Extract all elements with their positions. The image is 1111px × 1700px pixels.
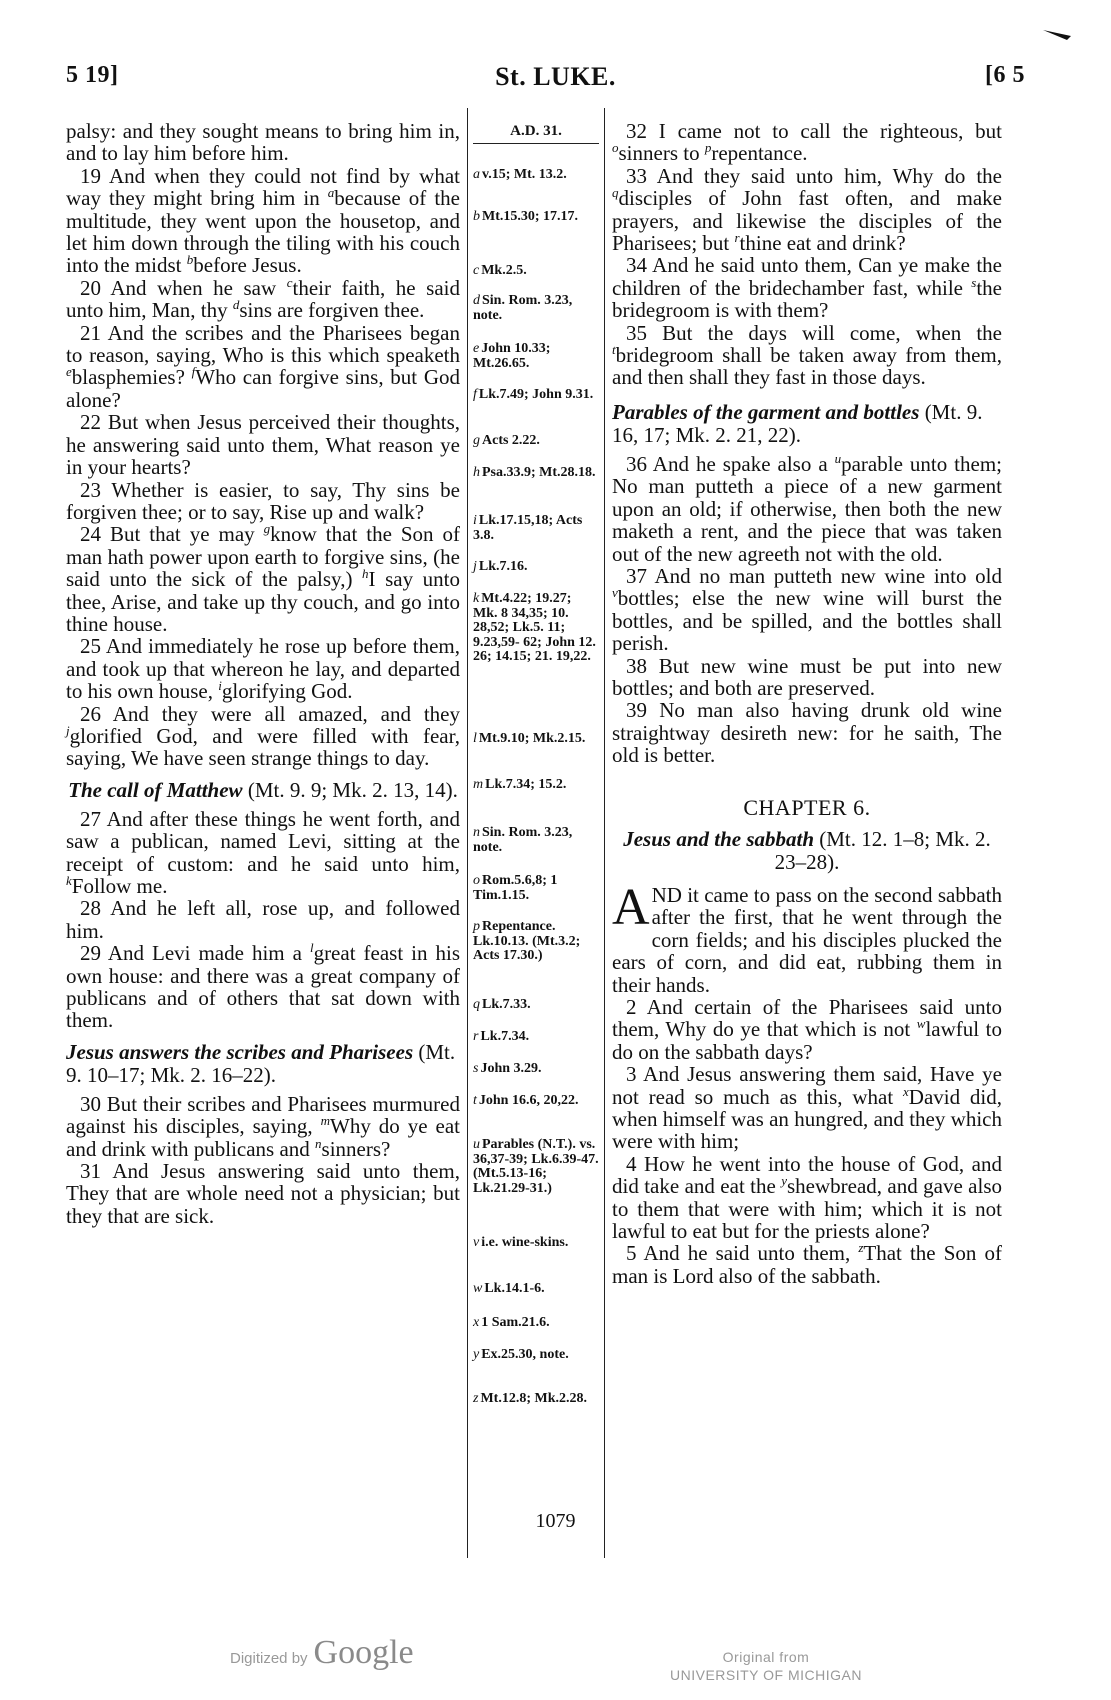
ref-key: q: [473, 997, 480, 1012]
ref-text: Lk.7.49; John 9.31.: [478, 387, 594, 402]
verse-text: And when they could not find by what way they might bring him in: [66, 163, 460, 211]
google-logo: Google: [313, 1634, 414, 1671]
verse-text: sins are forgiven thee.: [239, 298, 425, 323]
section-title: Jesus answers the scribes and Pharisees: [66, 1039, 414, 1064]
corner-mark-icon: [1043, 30, 1071, 40]
verse-2: [612, 996, 1002, 1063]
drop-cap: A: [612, 878, 650, 936]
ref-text: Sin. Rom. 3.23, note.: [473, 293, 573, 323]
verse-text: Why do ye eat and drink with publicans and: [66, 1114, 460, 1161]
verse-text: And after these things he went forth, and saw a publican, named Levi, sitting at the receipt of custom: and he said unto him,: [66, 806, 460, 876]
ref-text: John 10.33; Mt.26.65.: [473, 341, 551, 371]
header-reference-left: 5 19]: [66, 62, 119, 88]
verse-number: 2: [626, 995, 637, 1019]
section-heading-parables: [612, 401, 1002, 447]
margin-ref-d: [473, 294, 599, 323]
verse-text: And he said unto them,: [636, 1241, 859, 1266]
margin-ref-k: [473, 592, 599, 665]
section-heading-sabbath: [612, 828, 1002, 874]
ref-key: i: [473, 513, 477, 528]
verse-text: And Jesus answering them said, Have ye not read so much as this, what: [612, 1062, 1002, 1109]
cross-ref-marker: s: [971, 274, 977, 290]
section-title: Parables of the garment and bottles: [612, 399, 920, 424]
ref-key: h: [473, 465, 480, 480]
section-parallel-refs: (Mt. 9. 16, 17; Mk. 2. 21, 22).: [612, 399, 983, 447]
ref-text: Mt.4.22; 19.27; Mk. 8 34,35; 10. 28,52; Lk.5. 11; 9.23,59- 62; John 12. 26; 14.15; 21. 19,22.: [473, 591, 596, 664]
right-text-column: [612, 120, 1002, 1287]
verse-text: sinners?: [321, 1136, 391, 1161]
margin-ref-i: [473, 514, 599, 543]
verse-text: great feast in his own house: and there was a great company of publicans and of others that sat down with them.: [66, 941, 460, 1033]
verse-37: [612, 565, 1002, 655]
ref-key: y: [473, 1347, 480, 1362]
verse-text: Who can forgive sins, but God alone?: [66, 365, 461, 412]
margin-ref-a: [473, 168, 599, 183]
cross-ref-marker: o: [612, 140, 619, 156]
verse-number: 26: [80, 701, 101, 726]
margin-ref-y: [473, 1348, 599, 1363]
section-parallel-refs: (Mt. 9. 10–17; Mk. 2. 16–22).: [66, 1039, 456, 1087]
verse-number: 27: [80, 806, 101, 831]
margin-ref-b: [473, 210, 599, 225]
cross-ref-marker: y: [781, 1173, 787, 1189]
verse-number: 3: [626, 1062, 637, 1087]
ref-key: v: [473, 1235, 480, 1250]
verse-text: But their scribes and Pharisees murmured against his disciples, saying,: [66, 1091, 460, 1139]
section-title: Jesus and the sabbath: [623, 826, 815, 851]
cross-ref-marker: c: [286, 274, 293, 290]
verse-text: That the Son of man is Lord also of the sabbath.: [612, 1241, 1002, 1288]
ref-key: p: [473, 919, 480, 934]
verse-22: [66, 411, 460, 478]
verse-text: And immediately he rose up before them, and took up that whereon he lay, and departed to his own house,: [66, 634, 460, 704]
cross-ref-marker: n: [315, 1135, 322, 1151]
ref-key: g: [473, 433, 480, 448]
verse-number: 28: [80, 896, 101, 921]
verse-text: sinners to: [618, 141, 705, 166]
ref-text: Lk.14.1-6.: [484, 1281, 545, 1296]
ref-text: Lk.7.33.: [482, 997, 531, 1012]
verse-text: disciples of John fast often, and make prayers, and likewise the disciples of the Pharisees; but: [612, 186, 1002, 256]
verse-text: But the days will come, when the: [647, 320, 1002, 345]
verse-text: their faith, he said unto him, Man, thy: [66, 275, 460, 323]
verse-text: because of the multitude, they went upon the housetop, and let him down through the tiling with his couch into the midst: [66, 186, 460, 278]
margin-ref-v: [473, 1236, 599, 1251]
ref-text: Acts 2.22.: [482, 433, 540, 448]
margin-ref-s: [473, 1062, 599, 1077]
verse-number: 19: [80, 163, 101, 188]
verse-number: 30: [80, 1091, 101, 1116]
ref-key: k: [473, 591, 480, 606]
verse-text: bridegroom shall be taken away from them, and then shall they fast in those days.: [612, 343, 1002, 390]
verse-number: 34: [626, 253, 647, 278]
digitized-label: Digitized by: [230, 1650, 308, 1667]
margin-ref-w: [473, 1282, 599, 1297]
verse-text: And Levi made him a: [101, 941, 310, 966]
verse-text: But new wine must be put into new bottles; and both are preserved.: [612, 653, 1002, 700]
verse-number: 23: [80, 477, 101, 502]
verse-text: And when he saw: [101, 275, 287, 300]
verse-text: David did, when himself was an hungred, and they which were with him;: [612, 1084, 1003, 1154]
source-institution: UNIVERSITY OF MICHIGAN: [670, 1667, 862, 1683]
margin-ref-e: [473, 342, 599, 371]
verse-3: [612, 1063, 1002, 1153]
ref-key: r: [473, 1029, 479, 1044]
cross-ref-marker: i: [218, 678, 222, 694]
verse-number: 22: [80, 410, 101, 435]
cross-ref-marker: x: [903, 1083, 909, 1099]
cross-ref-marker: m: [320, 1113, 331, 1129]
verse-text: the bridegroom is with them?: [612, 275, 1002, 323]
verse-text: But that ye may: [101, 522, 264, 547]
verse-text: glorifying God.: [221, 679, 353, 704]
ref-text: Repentance. Lk.10.13. (Mt.3.2; Acts 17.30.): [473, 919, 581, 963]
ref-text: Mt.15.30; 17.17.: [482, 209, 579, 224]
cross-ref-marker: j: [66, 722, 70, 738]
cross-ref-marker: k: [66, 873, 72, 888]
verse-23: [66, 479, 460, 524]
margin-ref-t: [473, 1094, 599, 1109]
ref-key: o: [473, 873, 480, 888]
cross-ref-marker: f: [191, 364, 196, 380]
margin-ref-x: [473, 1316, 599, 1331]
margin-ref-f: [473, 388, 599, 403]
ref-text: Lk.7.34; 15.2.: [485, 777, 567, 792]
verse-text: parable unto them; No man putteth a piece of a new garment upon an old; if otherwise, then both the new maketh a rent, and the piece that was taken out of the new agreeth not with the old.: [612, 451, 1002, 566]
ref-key: w: [473, 1281, 483, 1296]
ref-key: z: [473, 1391, 479, 1406]
ref-text: Lk.7.16.: [478, 559, 528, 574]
margin-ref-u: [473, 1138, 599, 1196]
margin-year: A.D. 31.: [473, 124, 599, 144]
verse-33: [612, 165, 1002, 255]
verse-text: No man also having drunk old wine straightway desireth new: for he saith, The old is better.: [612, 698, 1002, 768]
cross-ref-marker: e: [66, 364, 72, 380]
cross-ref-marker: l: [309, 940, 314, 956]
ref-text: Rom.5.6,8; 1 Tim.1.15.: [473, 873, 558, 903]
cross-ref-marker: q: [612, 185, 619, 201]
ref-text: Mt.9.10; Mk.2.15.: [478, 731, 586, 746]
ref-key: l: [473, 731, 477, 746]
verse-text: repentance.: [711, 141, 808, 166]
verse-text: bottles; else the new wine will burst the bottles, and be spilled, and the bottles shall perish.: [612, 586, 1002, 656]
verse-24: [66, 523, 460, 635]
section-parallel-refs: (Mt. 12. 1–8; Mk. 2. 23–28).: [774, 826, 991, 874]
cross-ref-marker: p: [704, 140, 712, 156]
cross-ref-marker: t: [612, 342, 616, 358]
ref-key: x: [473, 1315, 480, 1330]
verse-5: [612, 1242, 1002, 1287]
verse-number: 36: [626, 451, 647, 476]
margin-ref-l: [473, 732, 599, 747]
verse-4: [612, 1153, 1002, 1243]
verse-number: 20: [80, 275, 101, 300]
ref-key: n: [473, 825, 480, 840]
verse-number: 4: [626, 1151, 637, 1176]
verse-number: 5: [626, 1241, 637, 1266]
ref-text: Psa.33.9; Mt.28.18.: [482, 465, 596, 480]
margin-ref-p: [473, 920, 599, 964]
verse-text: How he went into the house of God, and did take and eat the: [612, 1151, 1002, 1199]
cross-ref-marker: z: [858, 1240, 864, 1256]
margin-ref-m: [473, 778, 599, 793]
ref-text: i.e. wine-skins.: [481, 1235, 569, 1250]
ref-key: s: [473, 1061, 479, 1076]
verse-text: know that the Son of man hath power upon earth to forgive sins, (he said unto the sick of the palsy,): [66, 522, 461, 592]
ref-text: John 3.29.: [480, 1061, 542, 1076]
verse-text: And Jesus answering said unto them, They that are whole need not a physician; but they that are sick.: [66, 1159, 460, 1228]
ref-text: Mt.12.8; Mk.2.28.: [480, 1391, 587, 1406]
header-book-title: St. LUKE.: [495, 62, 616, 91]
verse-19: [66, 165, 460, 277]
section-heading-call-of-matthew: [66, 779, 460, 802]
ref-text: Mk.2.5.: [481, 263, 527, 278]
column-divider-right: [604, 108, 605, 1558]
margin-ref-z: [473, 1392, 599, 1407]
margin-ref-q: [473, 998, 599, 1013]
ref-key: f: [473, 387, 477, 402]
verse-number: 37: [626, 563, 647, 588]
verse-number: 33: [626, 163, 647, 188]
section-parallel-refs: (Mt. 9. 9; Mk. 2. 13, 14).: [242, 777, 458, 802]
ref-key: m: [473, 777, 484, 792]
original-source-watermark: [670, 1648, 862, 1684]
chapter-heading: CHAPTER 6.: [743, 794, 871, 820]
verse-text: ND it came to pass on the second sabbath after the first, that he went through the corn fields; and his disciples plucked the ears of corn, and did eat, rubbing them in their hands.: [612, 882, 1002, 997]
ref-key: j: [473, 559, 477, 574]
margin-ref-j: [473, 560, 599, 575]
cross-ref-marker: g: [263, 521, 271, 537]
verse-text: Follow me.: [71, 874, 168, 898]
verse-text: I came not to call the righteous, but: [647, 119, 1002, 143]
verse-18-end: [66, 120, 460, 165]
cross-ref-marker: a: [327, 185, 335, 201]
verse-31: [66, 1160, 460, 1227]
verse-38: [612, 655, 1002, 700]
verse-text: thine eat and drink?: [739, 231, 906, 256]
margin-ref-g: [473, 434, 599, 449]
ref-key: u: [473, 1137, 480, 1152]
verse-35: [612, 322, 1002, 389]
verse-text: palsy: and they sought means to bring him in, and to lay him before him.: [66, 119, 460, 166]
digitized-by-watermark: [230, 1634, 414, 1672]
ref-key: t: [473, 1093, 477, 1108]
left-text-column: [66, 120, 460, 1227]
ref-text: 1 Sam.21.6.: [481, 1315, 550, 1330]
margin-ref-h: [473, 466, 599, 481]
margin-ref-o: [473, 874, 599, 903]
ref-key: e: [473, 341, 480, 356]
ref-text: Ex.25.30, note.: [481, 1347, 569, 1362]
verse-text: before Jesus.: [193, 253, 302, 278]
verse-36: [612, 450, 1002, 566]
verse-number: 31: [80, 1159, 101, 1184]
ref-key: d: [473, 293, 480, 308]
margin-ref-c: [473, 264, 599, 279]
verse-text: And certain of the Pharisees said unto them, Why do ye that which is not: [612, 995, 1002, 1042]
cross-ref-marker: r: [734, 230, 740, 246]
cross-ref-marker: v: [612, 585, 618, 601]
verse-number: 35: [626, 320, 647, 345]
verse-29: [66, 942, 460, 1032]
cross-ref-marker: u: [834, 450, 842, 466]
verse-25: [66, 635, 460, 702]
margin-references: [473, 123, 599, 1406]
verse-1: [612, 878, 1002, 997]
cross-ref-marker: d: [232, 297, 240, 313]
header-reference-right: [6 5: [985, 62, 1025, 88]
verse-32: [612, 120, 1002, 165]
verse-text: And no man putteth new wine into old: [647, 563, 1002, 588]
ref-text: John 16.6, 20,22.: [478, 1093, 579, 1108]
cross-ref-marker: w: [916, 1016, 926, 1032]
section-heading-scribes-and-pharisees: [66, 1041, 460, 1087]
original-from-label: Original from: [722, 1649, 810, 1665]
verse-34: [612, 254, 1002, 321]
verse-28: [66, 897, 460, 942]
verse-text: And the scribes and the Pharisees began to reason, saying, Who is this which speaketh: [66, 320, 460, 368]
ref-key: a: [473, 167, 480, 182]
ref-text: v.15; Mt. 13.2.: [482, 167, 567, 182]
verse-number: 24: [80, 522, 101, 547]
verse-text: Whether is easier, to say, Thy sins be forgiven thee; or to say, Rise up and walk?: [66, 477, 460, 524]
verse-27: [66, 808, 460, 898]
page-number: 1079: [535, 1510, 576, 1532]
margin-ref-n: [473, 826, 599, 855]
ref-text: Sin. Rom. 3.23, note.: [473, 825, 573, 855]
verse-30: [66, 1093, 460, 1160]
verse-text: lawful to do on the sabbath days?: [612, 1017, 1002, 1064]
verse-number: 38: [626, 653, 647, 678]
verse-text: And he left all, rose up, and followed him.: [66, 896, 460, 943]
cross-ref-marker: h: [362, 566, 369, 582]
verse-text: And they were all amazed, and they: [101, 701, 460, 726]
section-title: The call of Matthew: [68, 777, 243, 802]
ref-key: c: [473, 263, 480, 278]
verse-text: But when Jesus perceived their thoughts, he answering said unto them, What reason ye in your hearts?: [66, 410, 460, 480]
verse-39: [612, 699, 1002, 766]
verse-text: glorified God, and were filled with fear, saying, We have seen strange things to day.: [66, 723, 460, 771]
margin-ref-r: [473, 1030, 599, 1045]
verse-text: And he spake also a: [647, 451, 835, 476]
verse-number: 25: [80, 634, 101, 659]
ref-key: b: [473, 209, 480, 224]
cross-ref-marker: b: [186, 252, 194, 268]
ref-text: Lk.7.34.: [480, 1029, 530, 1044]
verse-26: [66, 703, 460, 770]
verse-text: blasphemies?: [71, 365, 192, 390]
column-divider-left: [467, 108, 468, 1558]
verse-text: shewbread, and gave also to them that were with him; which it is not lawful to eat but for the priests alone?: [612, 1174, 1002, 1244]
ref-text: Parables (N.T.). vs. 36,37-39; Lk.6.39-47. (Mt.5.13-16; Lk.21.29-31.): [473, 1137, 599, 1196]
verse-number: 21: [80, 320, 101, 345]
verse-21: [66, 322, 460, 412]
verse-20: [66, 274, 460, 323]
verse-number: 39: [626, 698, 647, 723]
verse-number: 29: [80, 941, 101, 966]
verse-text: I say unto thee, Arise, and take up thy couch, and go into thine house.: [66, 567, 460, 636]
ref-text: Lk.17.15,18; Acts 3.8.: [473, 513, 583, 543]
verse-text: And he said unto them, Can ye make the children of the bridechamber fast, while: [612, 253, 1002, 300]
verse-number: 32: [626, 119, 647, 143]
verse-text: And they said unto him, Why do the: [647, 163, 1002, 188]
